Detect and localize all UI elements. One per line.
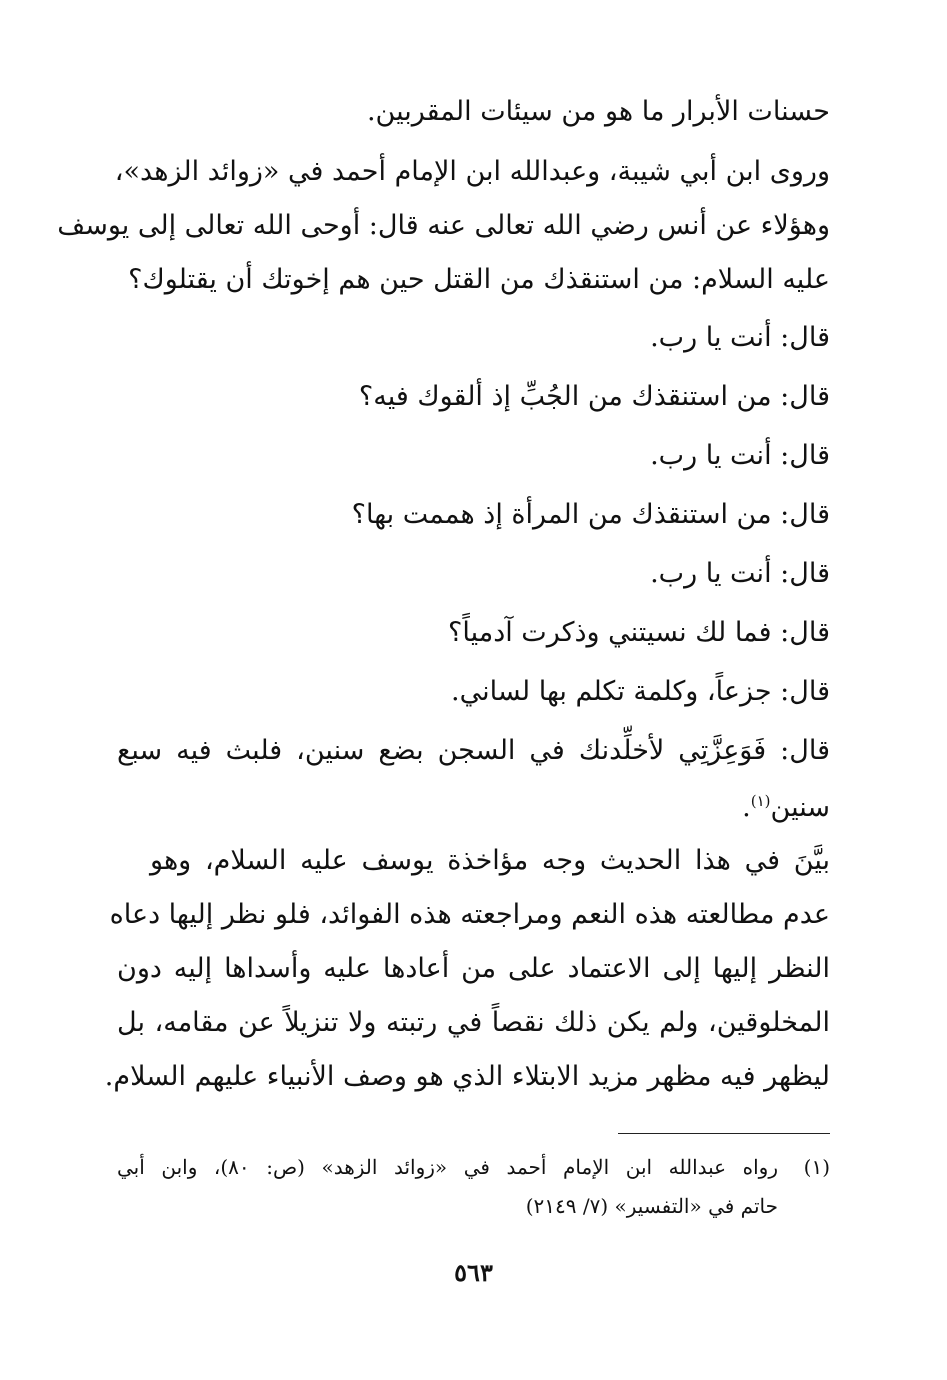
footnote-ref: (١) (750, 792, 771, 810)
dialogue-line: قال: من استنقذك من المرأة إذ هممت بها؟ (351, 499, 830, 530)
dialogue-line: قال: أنت يا رب. (650, 558, 830, 589)
footnote-line: حاتم في «التفسير» (٧/ ٢١٤٩) (525, 1194, 778, 1218)
body-line: وهؤلاء عن أنس رضي الله تعالى عنه قال: أوحى الله تعالى إلى يوسف (57, 210, 830, 241)
body-line: حسنات الأبرار ما هو من سيئات المقربين. (366, 96, 830, 127)
final-word: سنين (770, 792, 830, 823)
body-line: بيَّنَ في هذا الحديث وجه مؤاخذة يوسف عليه السلام، وهو (150, 845, 830, 876)
body-line: المخلوقين، ولم يكن ذلك نقصاً في رتبته ولا تنزيلاً عن مقامه، بل (117, 1007, 830, 1038)
body-line: النظر إليها إلى الاعتماد على من أعادها عليه وأسداها إليه دون (117, 953, 830, 984)
dialogue-line: قال: أنت يا رب. (650, 322, 830, 353)
dialogue-line: قال: فَوَعِزَّتِي لأخلِّدنك في السجن بضع سنين، فلبث فيه سبع (117, 735, 830, 766)
body-line: عليه السلام: من استنقذك من القتل حين هم إخوتك أن يقتلوك؟ (128, 264, 830, 295)
body-line: ليظهر فيه مظهر مزيد الابتلاء الذي هو وصف الأنبياء عليهم السلام. (104, 1061, 830, 1092)
footnote-number: (١) (803, 1155, 830, 1179)
footnote-divider (618, 1133, 830, 1134)
dialogue-line: قال: من استنقذك من الجُبِّ إذ ألقوك فيه؟ (358, 381, 830, 412)
footnote-line (117, 1152, 830, 1182)
final-period: . (742, 792, 751, 823)
footnote-text: رواه عبدالله ابن الإمام أحمد في «زوائد الزهد» (ص: ٨٠)، وابن أبي (117, 1155, 778, 1179)
dialogue-line-end (117, 781, 830, 828)
dialogue-line: قال: جزعاً، وكلمة تكلم بها لساني. (451, 676, 830, 707)
page-number: ٥٦٣ (454, 1258, 493, 1287)
body-line: عدم مطالعته هذه النعم ومراجعته هذه الفوائد، فلو نظر إليها دعاه (109, 899, 830, 930)
dialogue-line: قال: فما لك نسيتني وذكرت آدمياً؟ (448, 617, 830, 648)
dialogue-line: قال: أنت يا رب. (650, 440, 830, 471)
body-line: وروى ابن أبي شيبة، وعبدالله ابن الإمام أحمد في «زوائد الزهد»، (114, 156, 830, 187)
